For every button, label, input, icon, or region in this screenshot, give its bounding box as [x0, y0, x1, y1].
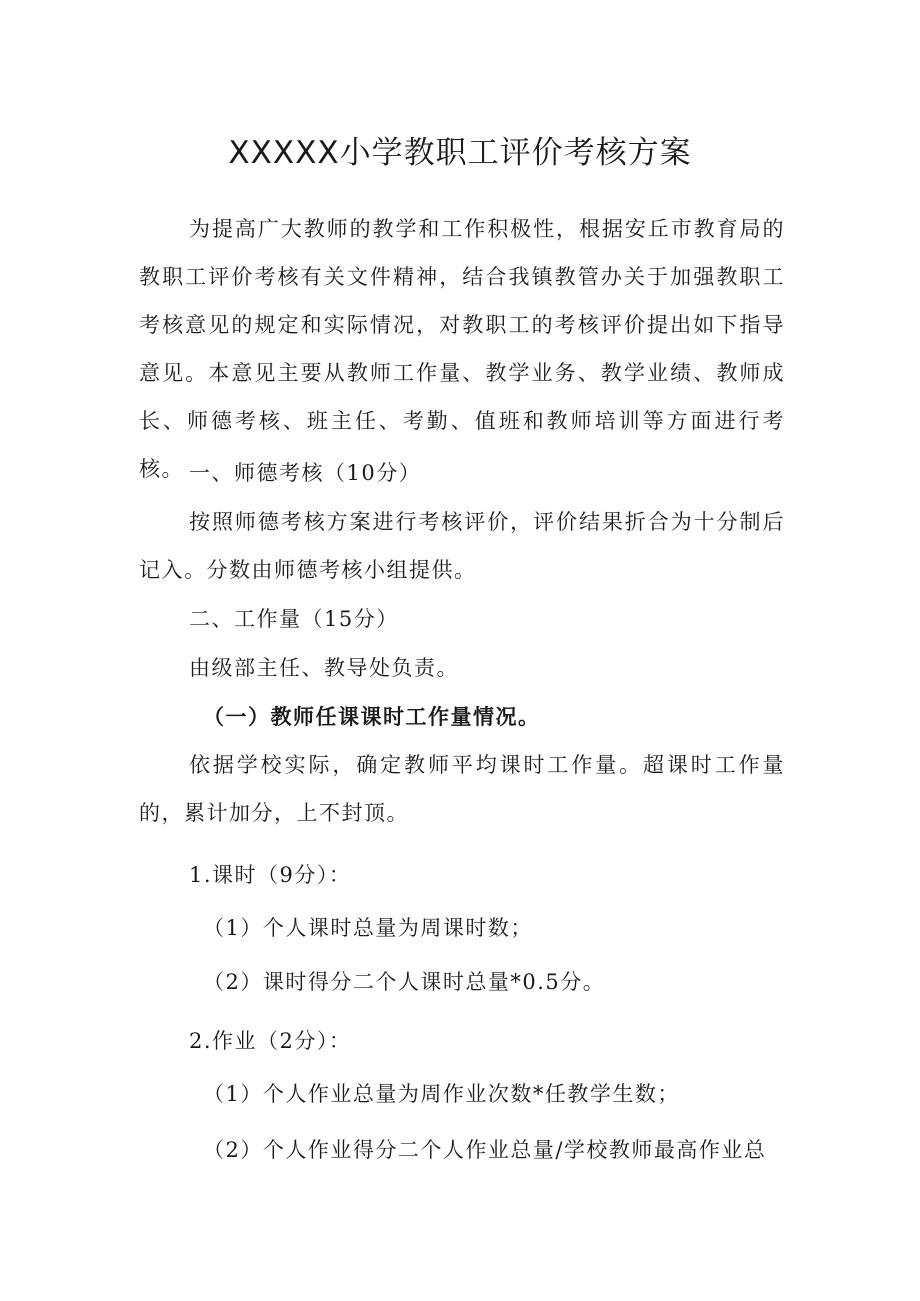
section2-note: 由级部主任、教导处负责。 [189, 656, 459, 680]
item2-line1: （1）个人作业总量为周作业次数*任教学生数； [203, 1082, 680, 1106]
intro-paragraph: 为提高广大教师的教学和工作积极性，根据安丘市教育局的教职工评价考核有关文件精神，结合我镇教管办关于加强教职工考核意见的规定和实际情况，对教职工的考核评价提出如下指导意见。本意见主要从教师工作量、教学业务、教学业绩、教师成长、师德考核、班主任、考勤、值班和教师培训等方面进行考核。 [139, 217, 785, 481]
sub1-body: 依据学校实际，确定教师平均课时工作量。超课时工作量的，累计加分，上不封顶。 [139, 753, 785, 825]
item1-line2: （2）课时得分二个人课时总量*0.5分。 [203, 970, 606, 994]
sub1-heading: （一）教师任课课时工作量情况。 [203, 705, 541, 729]
item1-heading: 1.课时（9分）： [189, 863, 352, 887]
section2-heading: 二、工作量（15分） [189, 607, 399, 631]
item2-heading: 2.作业（2分）： [189, 1029, 352, 1053]
section1-body: 按照师德考核方案进行考核评价，评价结果折合为十分制后记入。分数由师德考核小组提供。 [139, 510, 785, 582]
item1-line1: （1）个人课时总量为周课时数； [203, 916, 533, 940]
item2-line2: （2）个人作业得分二个人作业总量/学校教师最高作业总 [203, 1138, 767, 1162]
page-title: XXXXX小学教职工评价考核方案 [228, 134, 692, 171]
section1-heading: 一、师德考核（10分） [189, 461, 422, 485]
